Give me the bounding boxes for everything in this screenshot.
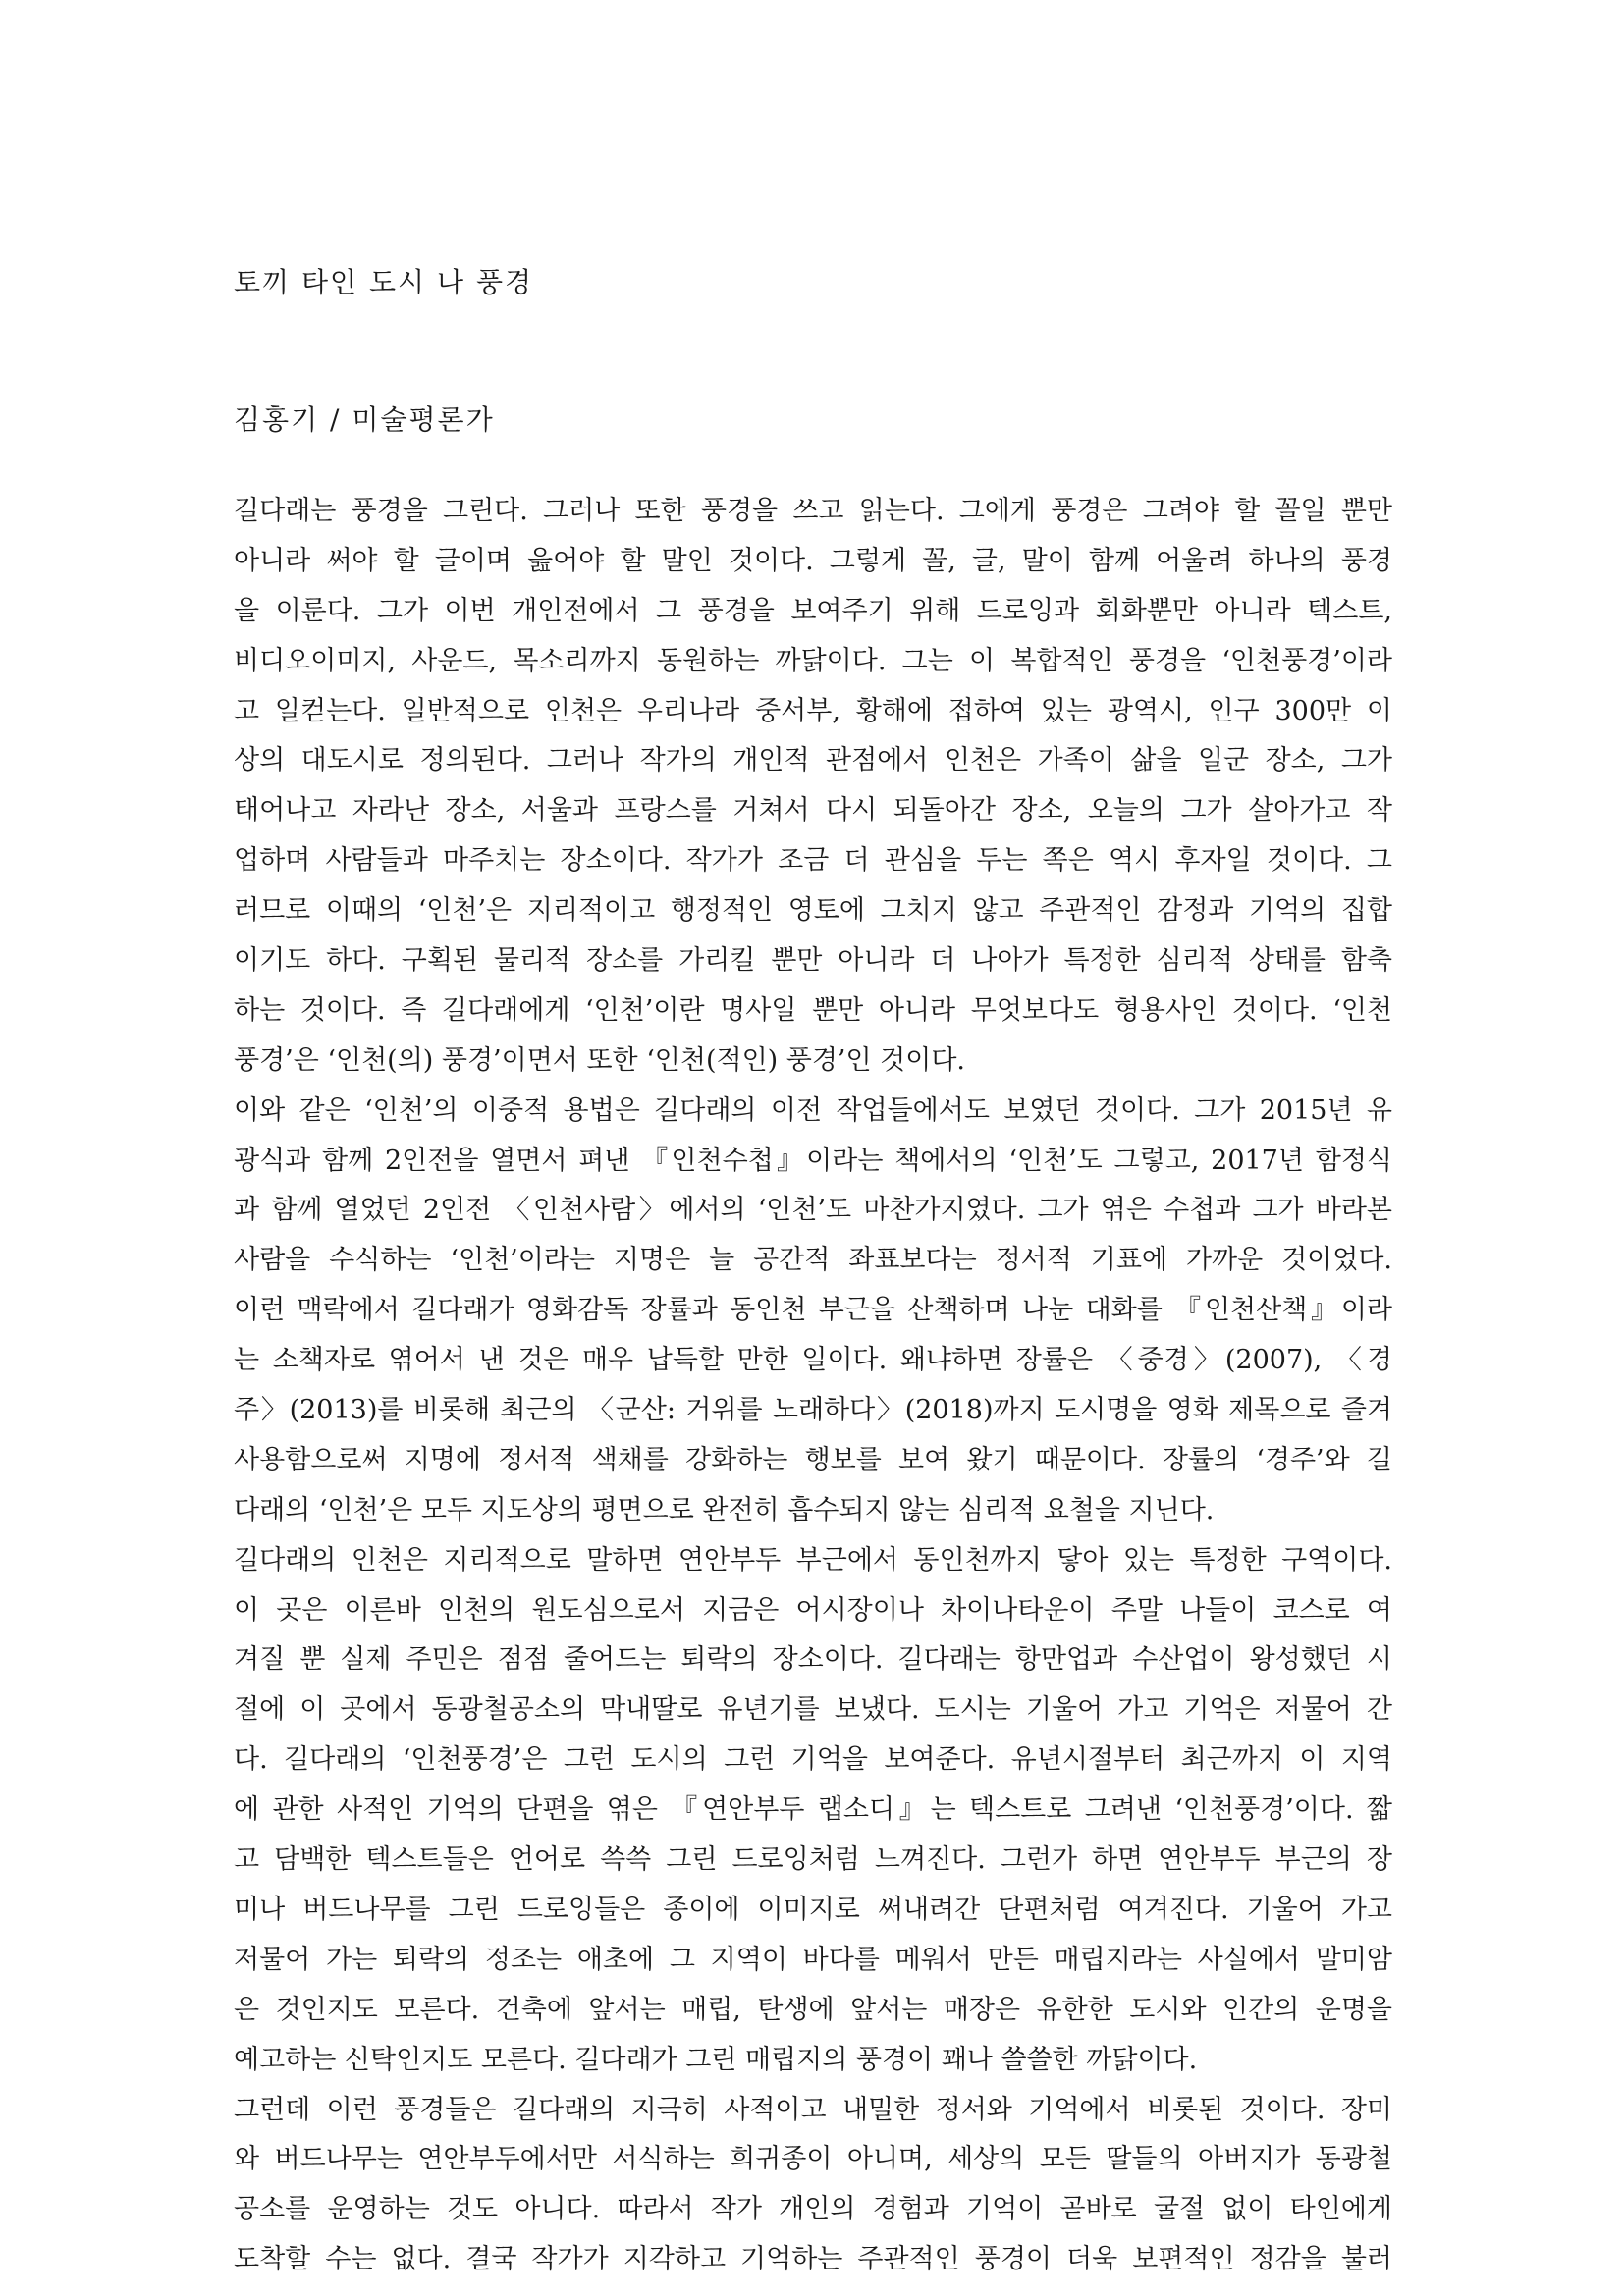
- body-line: 이런 맥락에서 길다래가 영화감독 장률과 동인천 부근을 산책하며 나눈 대화를 『인천산책』이라: [234, 1295, 1392, 1326]
- body-line: 주〉(2013)를 비롯해 최근의 〈군산: 거위를 노래하다〉(2018)까지 도시명을 영화 제목으로 즐겨: [234, 1395, 1392, 1426]
- body-line: 이와 같은 ‘인천’의 이중적 용법은 길다래의 이전 작업들에서도 보였던 것이다. 그가 2015년 유: [234, 1095, 1392, 1126]
- document-title: 토끼 타인 도시 나 풍경: [234, 266, 534, 298]
- body-line: 공소를 운영하는 것도 아니다. 따라서 작가 개인의 경험과 기억이 곧바로 굴절 없이 타인에게: [234, 2194, 1392, 2225]
- body-line: 겨질 뿐 실제 주민은 점점 줄어드는 퇴락의 장소이다. 길다래는 항만업과 수산업이 왕성했던 시: [234, 1644, 1392, 1676]
- body-line: 는 소책자로 엮어서 낸 것은 매우 납득할 만한 일이다. 왜냐하면 장률은 〈중경〉(2007), 〈경: [234, 1345, 1392, 1376]
- body-text: [234, 487, 1392, 2285]
- body-line: 에 관한 사적인 기억의 단편을 엮은 『연안부두 랩소디』는 텍스트로 그려낸 ‘인천풍경’이다. 짧: [234, 1794, 1392, 1826]
- body-line: 길다래의 인천은 지리적으로 말하면 연안부두 부근에서 동인천까지 닿아 있는 특정한 구역이다.: [234, 1544, 1392, 1575]
- body-line: 사용함으로써 지명에 정서적 색채를 강화하는 행보를 보여 왔기 때문이다. 장률의 ‘경주’와 길: [234, 1444, 1392, 1475]
- body-line: 고 담백한 텍스트들은 언어로 쓱쓱 그린 드로잉처럼 느껴진다. 그런가 하면 연안부두 부근의 장: [234, 1844, 1392, 1876]
- body-line: 풍경’은 ‘인천(의) 풍경’이면서 또한 ‘인천(적인) 풍경’인 것이다.: [234, 1044, 966, 1076]
- body-line: 도착할 수는 없다. 결국 작가가 지각하고 기억하는 주관적인 풍경이 더욱 보편적인 정감을 불러: [234, 2244, 1392, 2275]
- body-line: 광식과 함께 2인전을 열면서 펴낸 『인천수첩』이라는 책에서의 ‘인천’도 그렇고, 2017년 함정식: [234, 1145, 1392, 1176]
- body-line: 상의 대도시로 정의된다. 그러나 작가의 개인적 관점에서 인천은 가족이 삶을 일군 장소, 그가: [234, 745, 1392, 776]
- body-line: 와 버드나무는 연안부두에서만 서식하는 희귀종이 아니며, 세상의 모든 딸들의 아버지가 동광철: [234, 2144, 1392, 2175]
- body-line: 러므로 이때의 ‘인천’은 지리적이고 행정적인 영토에 그치지 않고 주관적인 감정과 기억의 집합: [234, 895, 1392, 927]
- body-line: 태어나고 자라난 장소, 서울과 프랑스를 거쳐서 다시 되돌아간 장소, 오늘의 그가 살아가고 작: [234, 795, 1392, 827]
- body-line: 고 일컫는다. 일반적으로 인천은 우리나라 중서부, 황해에 접하여 있는 광역시, 인구 300만 이: [234, 695, 1392, 726]
- body-line: 절에 이 곳에서 동광철공소의 막내딸로 유년기를 보냈다. 도시는 기울어 가고 기억은 저물어 간: [234, 1694, 1392, 1726]
- body-line: 예고하는 신탁인지도 모른다. 길다래가 그린 매립지의 풍경이 꽤나 쓸쓸한 까닭이다.: [234, 2044, 1198, 2075]
- body-line: 저물어 가는 퇴락의 정조는 애초에 그 지역이 바다를 메워서 만든 매립지라는 사실에서 말미암: [234, 1944, 1392, 1975]
- body-line: 다. 길다래의 ‘인천풍경’은 그런 도시의 그런 기억을 보여준다. 유년시절부터 최근까지 이 지역: [234, 1744, 1392, 1776]
- body-line: 그런데 이런 풍경들은 길다래의 지극히 사적이고 내밀한 정서와 기억에서 비롯된 것이다. 장미: [234, 2094, 1392, 2125]
- body-line: 하는 것이다. 즉 길다래에게 ‘인천’이란 명사일 뿐만 아니라 무엇보다도 형용사인 것이다. ‘인천: [234, 994, 1392, 1026]
- body-line: 과 함께 열었던 2인전 〈인천사람〉에서의 ‘인천’도 마찬가지였다. 그가 엮은 수첩과 그가 바라본: [234, 1195, 1392, 1226]
- body-line: 미나 버드나무를 그린 드로잉들은 종이에 이미지로 써내려간 단편처럼 여겨진다. 기울어 가고: [234, 1894, 1392, 1925]
- body-line: 사람을 수식하는 ‘인천’이라는 지명은 늘 공간적 좌표보다는 정서적 기표에 가까운 것이었다.: [234, 1245, 1392, 1276]
- body-line: 을 이룬다. 그가 이번 개인전에서 그 풍경을 보여주기 위해 드로잉과 회화뿐만 아니라 텍스트,: [234, 595, 1392, 626]
- body-line: 이 곳은 이른바 인천의 원도심으로서 지금은 어시장이나 차이나타운이 주말 나들이 코스로 여: [234, 1594, 1392, 1626]
- body-line: 업하며 사람들과 마주치는 장소이다. 작가가 조금 더 관심을 두는 쪽은 역시 후자일 것이다. 그: [234, 845, 1392, 877]
- body-line: 이기도 하다. 구획된 물리적 장소를 가리킬 뿐만 아니라 더 나아가 특정한 심리적 상태를 함축: [234, 945, 1392, 977]
- body-line: 은 것인지도 모른다. 건축에 앞서는 매립, 탄생에 앞서는 매장은 유한한 도시와 인간의 운명을: [234, 1994, 1392, 2025]
- body-line: 비디오이미지, 사운드, 목소리까지 동원하는 까닭이다. 그는 이 복합적인 풍경을 ‘인천풍경’이라: [234, 645, 1392, 676]
- body-line: 다래의 ‘인천’은 모두 지도상의 평면으로 완전히 흡수되지 않는 심리적 요철을 지닌다.: [234, 1494, 1215, 1525]
- author-byline: 김홍기 / 미술평론가: [234, 403, 495, 436]
- body-line: 아니라 써야 할 글이며 읊어야 할 말인 것이다. 그렇게 꼴, 글, 말이 함께 어울려 하나의 풍경: [234, 545, 1392, 576]
- body-line: 길다래는 풍경을 그린다. 그러나 또한 풍경을 쓰고 읽는다. 그에게 풍경은 그려야 할 꼴일 뿐만: [234, 496, 1392, 526]
